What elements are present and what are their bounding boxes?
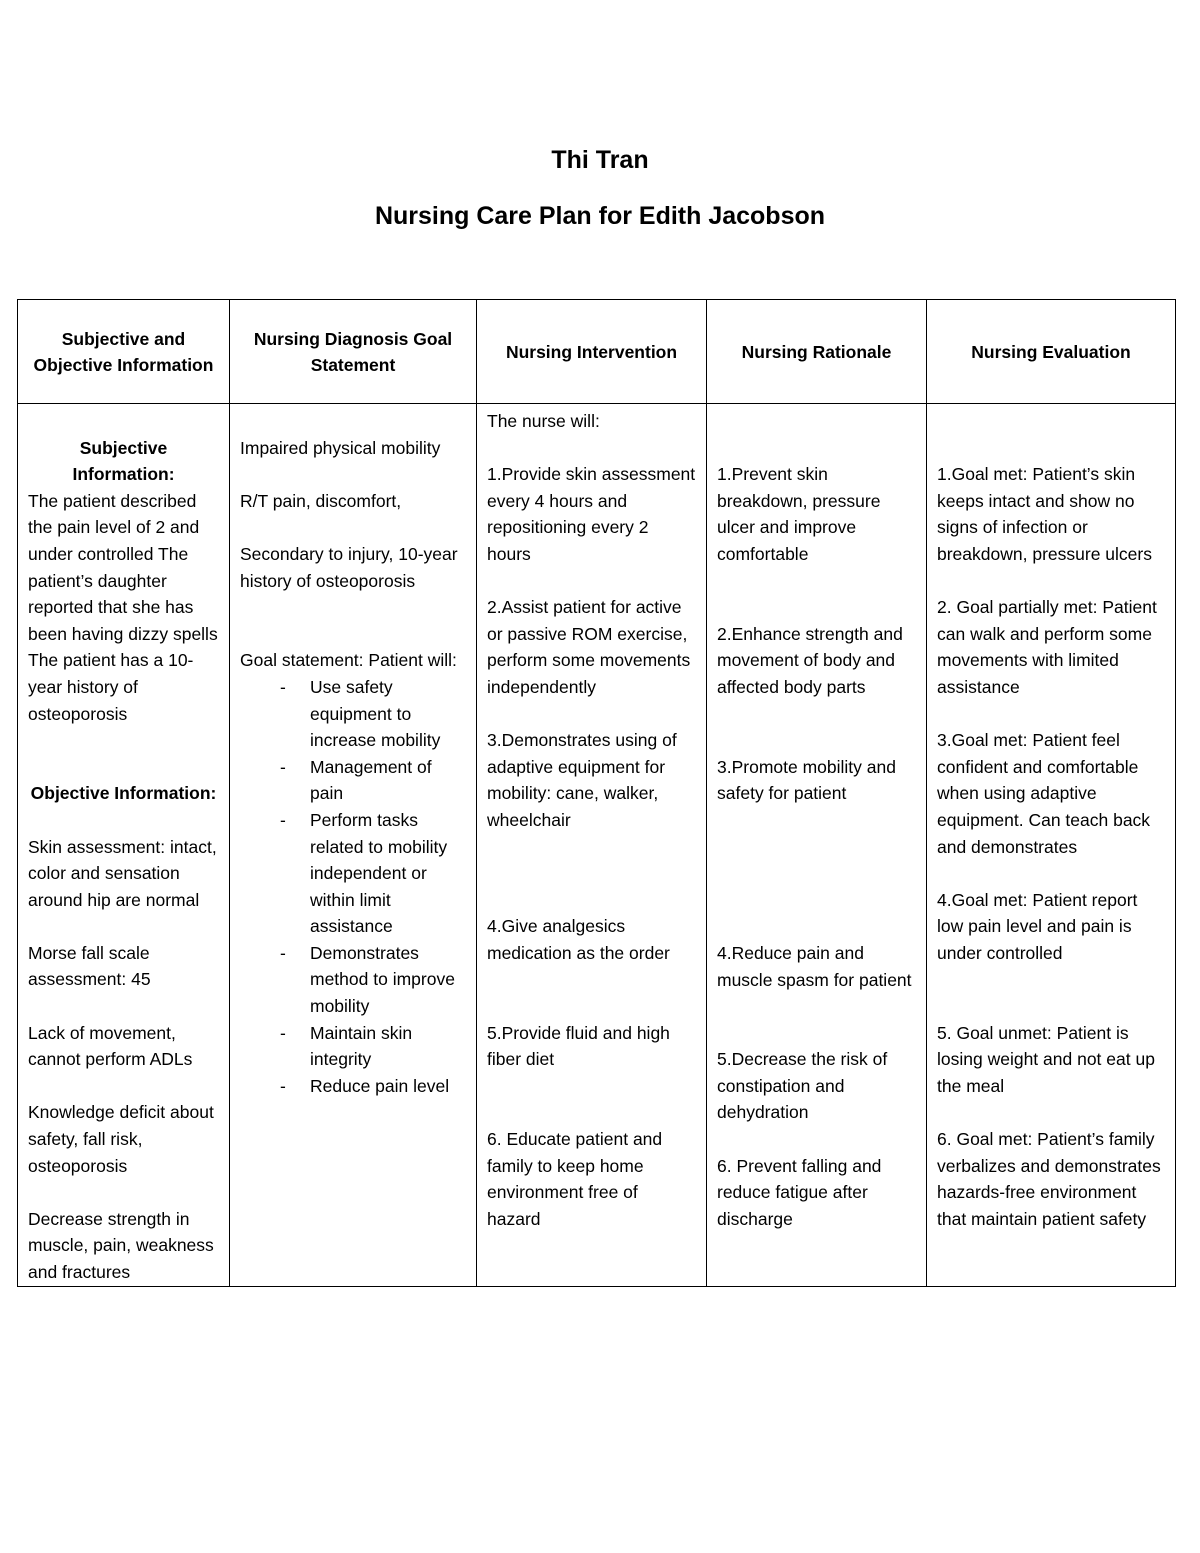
rationale-item: 2.Enhance strength and movement of body and affected body parts <box>717 623 903 697</box>
objective-item: Skin assessment: intact, color and sensation around hip are normal <box>28 836 217 910</box>
care-plan-table <box>17 299 1176 1287</box>
rationale-item: 6. Prevent falling and reduce fatigue after discharge <box>717 1155 882 1229</box>
evaluation-item: 6. Goal met: Patient’s family verbalizes and demonstrates hazards-free environment that maintain patient safety <box>937 1129 1161 1229</box>
intervention-cell <box>477 404 707 1287</box>
header-subjective-objective: Subjective and Objective Information <box>18 300 230 404</box>
evaluation-item: 4.Goal met: Patient report low pain level and pain is under controlled <box>937 889 1138 963</box>
diagnosis-text: Impaired physical mobility <box>240 437 441 458</box>
goal-intro: Goal statement: Patient will: <box>240 650 457 671</box>
secondary-text: Secondary to injury, 10-year history of osteoporosis <box>240 543 458 591</box>
evaluation-cell <box>927 404 1176 1287</box>
goal-item: - Demonstrates method to improve mobility <box>280 940 466 1020</box>
intervention-item: 6. Educate patient and family to keep home environment free of hazard <box>487 1129 663 1229</box>
intervention-item: 5.Provide fluid and high fiber diet <box>487 1022 670 1070</box>
goal-item: - Maintain skin integrity <box>280 1020 466 1073</box>
objective-item: Knowledge deficit about safety, fall risk, osteoporosis <box>28 1102 214 1176</box>
evaluation-item: 2. Goal partially met: Patient can walk and perform some movements with limited assistance <box>937 597 1157 697</box>
rationale-item: 4.Reduce pain and muscle spasm for patient <box>717 942 912 990</box>
goal-item: - Perform tasks related to mobility independent or within limit assistance <box>280 807 466 940</box>
rationale-item: 5.Decrease the risk of constipation and dehydration <box>717 1049 888 1123</box>
subjective-heading: Subjective Information: <box>72 437 175 485</box>
subjective-text: The patient described the pain level of 2 and under controlled The patient’s daughter reported that she has been having dizzy spells The patient has a 10-year history of osteoporosis <box>28 490 218 724</box>
header-evaluation: Nursing Evaluation <box>927 300 1176 404</box>
table-header-row <box>18 300 1176 404</box>
intervention-item: 3.Demonstrates using of adaptive equipment for mobility: cane, walker, wheelchair <box>487 730 677 830</box>
goal-item: - Management of pain <box>280 754 466 807</box>
document-title: Nursing Care Plan for Edith Jacobson <box>374 202 826 230</box>
rationale-item: 1.Prevent skin breakdown, pressure ulcer and improve comfortable <box>717 464 881 564</box>
author-name: Thi Tran <box>551 146 649 174</box>
rationale-cell <box>707 404 927 1287</box>
intervention-item: 1.Provide skin assessment every 4 hours and repositioning every 2 hours <box>487 464 696 564</box>
evaluation-item: 3.Goal met: Patient feel confident and comfortable when using adaptive equipment. Can teach back and demonstrates <box>937 730 1151 857</box>
related-to-text: R/T pain, discomfort, <box>240 490 402 511</box>
intervention-item: 4.Give analgesics medication as the order <box>487 916 670 963</box>
header-diagnosis-goal: Nursing Diagnosis Goal Statement <box>230 300 477 404</box>
objective-heading: Objective Information: <box>30 783 217 804</box>
header-rationale: Nursing Rationale <box>707 300 927 404</box>
assessment-cell <box>18 404 230 1287</box>
diagnosis-cell <box>230 404 477 1287</box>
objective-item: Morse fall scale assessment: 45 <box>28 942 151 990</box>
table-row <box>18 404 1176 1287</box>
goal-item: - Use safety equipment to increase mobility <box>280 674 466 754</box>
objective-item: Lack of movement, cannot perform ADLs <box>28 1022 193 1070</box>
goal-item: - Reduce pain level <box>280 1073 466 1100</box>
goal-list <box>240 674 466 1100</box>
evaluation-item: 1.Goal met: Patient’s skin keeps intact and show no signs of infection or breakdown, pressure ulcers <box>937 464 1152 564</box>
evaluation-item: 5. Goal unmet: Patient is losing weight and not eat up the meal <box>937 1022 1155 1096</box>
objective-item: Decrease strength in muscle, pain, weakness and fractures <box>28 1208 214 1282</box>
header-intervention: Nursing Intervention <box>477 300 707 404</box>
intervention-intro: The nurse will: <box>487 411 600 431</box>
intervention-item: 2.Assist patient for active or passive ROM exercise, perform some movements independently <box>487 597 691 697</box>
rationale-item: 3.Promote mobility and safety for patient <box>717 756 896 804</box>
